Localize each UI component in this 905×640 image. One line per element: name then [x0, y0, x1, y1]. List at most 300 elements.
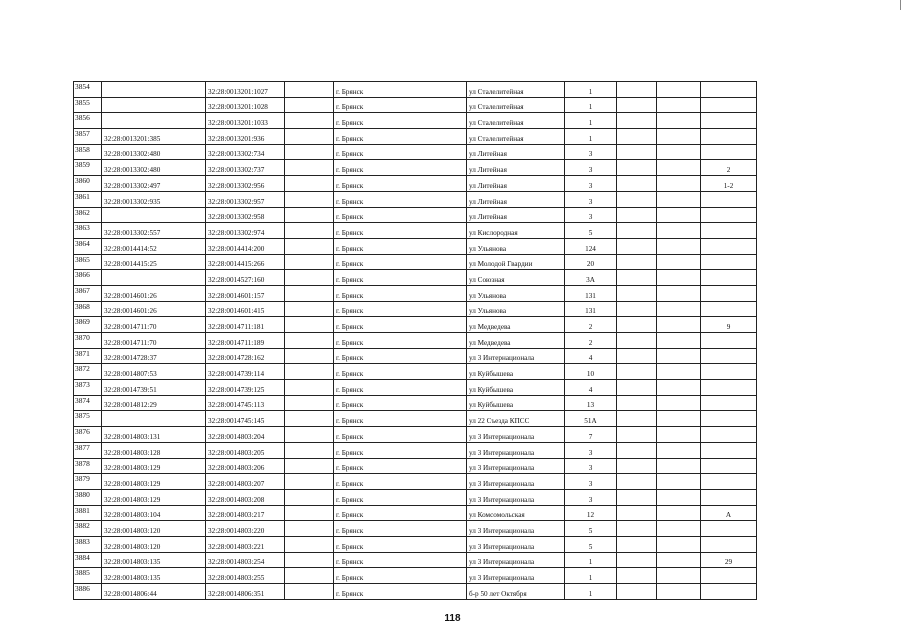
street-cell: ул Ульянова: [467, 238, 565, 254]
table-row: [74, 176, 757, 192]
apartment-number-cell: 9: [701, 317, 757, 333]
empty-cell-cell: [285, 144, 334, 160]
street-cell: ул 3 Интернационала: [467, 458, 565, 474]
old-cadastral-number-cell: 32:28:0014803:129: [102, 458, 206, 474]
table-row: [74, 333, 757, 349]
house-number-cell: 1: [565, 82, 617, 98]
empty-cell-cell: [617, 427, 657, 443]
city-cell: г. Брянск: [334, 380, 467, 396]
table-body: [74, 82, 757, 600]
city-cell: г. Брянск: [334, 317, 467, 333]
house-number-cell: 124: [565, 238, 617, 254]
street-cell: ул Медведева: [467, 317, 565, 333]
city-cell: г. Брянск: [334, 270, 467, 286]
empty-cell-cell: [285, 427, 334, 443]
empty-cell-cell: [657, 129, 701, 145]
empty-cell-cell: [657, 207, 701, 223]
empty-cell-cell: [617, 395, 657, 411]
table-row: [74, 489, 757, 505]
apartment-number-cell: [701, 364, 757, 380]
empty-cell-cell: [285, 270, 334, 286]
city-cell: г. Брянск: [334, 285, 467, 301]
apartment-number-cell: [701, 238, 757, 254]
row-number-cell: 3856: [74, 113, 102, 129]
empty-cell-cell: [285, 474, 334, 490]
old-cadastral-number-cell: 32:28:0014803:135: [102, 568, 206, 584]
new-cadastral-number-cell: 32:28:0014739:125: [206, 380, 285, 396]
city-cell: г. Брянск: [334, 82, 467, 98]
empty-cell-cell: [657, 113, 701, 129]
new-cadastral-number-cell: 32:28:0014803:220: [206, 521, 285, 537]
apartment-number-cell: [701, 129, 757, 145]
old-cadastral-number-cell: 32:28:0014415:25: [102, 254, 206, 270]
house-number-cell: 2: [565, 317, 617, 333]
empty-cell-cell: [657, 223, 701, 239]
old-cadastral-number-cell: 32:28:0014803:129: [102, 489, 206, 505]
house-number-cell: 1: [565, 97, 617, 113]
old-cadastral-number-cell: 32:28:0014601:26: [102, 301, 206, 317]
row-number-cell: 3883: [74, 536, 102, 552]
street-cell: ул Сталелитейная: [467, 129, 565, 145]
table-row: [74, 144, 757, 160]
street-cell: ул 22 Съезда КПСС: [467, 411, 565, 427]
property-register-table: [73, 81, 757, 600]
apartment-number-cell: [701, 333, 757, 349]
street-cell: ул Литейная: [467, 191, 565, 207]
street-cell: ул Литейная: [467, 144, 565, 160]
house-number-cell: 10: [565, 364, 617, 380]
empty-cell-cell: [657, 333, 701, 349]
empty-cell-cell: [617, 270, 657, 286]
city-cell: г. Брянск: [334, 176, 467, 192]
row-number-cell: 3859: [74, 160, 102, 176]
apartment-number-cell: [701, 584, 757, 600]
empty-cell-cell: [617, 380, 657, 396]
empty-cell-cell: [617, 474, 657, 490]
street-cell: ул Молодой Гвардии: [467, 254, 565, 270]
empty-cell-cell: [657, 317, 701, 333]
empty-cell-cell: [657, 270, 701, 286]
city-cell: г. Брянск: [334, 160, 467, 176]
new-cadastral-number-cell: 32:28:0014803:255: [206, 568, 285, 584]
house-number-cell: 20: [565, 254, 617, 270]
city-cell: г. Брянск: [334, 144, 467, 160]
street-cell: ул Куйбышева: [467, 364, 565, 380]
table-row: [74, 411, 757, 427]
old-cadastral-number-cell: [102, 270, 206, 286]
apartment-number-cell: [701, 97, 757, 113]
table-row: [74, 97, 757, 113]
apartment-number-cell: А: [701, 505, 757, 521]
empty-cell-cell: [285, 380, 334, 396]
old-cadastral-number-cell: 32:28:0013302:935: [102, 191, 206, 207]
new-cadastral-number-cell: 32:28:0014803:221: [206, 536, 285, 552]
apartment-number-cell: [701, 348, 757, 364]
house-number-cell: 3: [565, 474, 617, 490]
street-cell: ул Союзная: [467, 270, 565, 286]
empty-cell-cell: [657, 427, 701, 443]
empty-cell-cell: [657, 584, 701, 600]
house-number-cell: 1: [565, 129, 617, 145]
empty-cell-cell: [617, 489, 657, 505]
old-cadastral-number-cell: 32:28:0014803:128: [102, 442, 206, 458]
table-row: [74, 395, 757, 411]
apartment-number-cell: [701, 82, 757, 98]
new-cadastral-number-cell: 32:28:0014745:113: [206, 395, 285, 411]
new-cadastral-number-cell: 32:28:0014806:351: [206, 584, 285, 600]
empty-cell-cell: [657, 191, 701, 207]
new-cadastral-number-cell: 32:28:0013302:956: [206, 176, 285, 192]
empty-cell-cell: [285, 285, 334, 301]
empty-cell-cell: [617, 442, 657, 458]
empty-cell-cell: [285, 458, 334, 474]
scan-edge-mark: [900, 0, 901, 10]
apartment-number-cell: [701, 568, 757, 584]
empty-cell-cell: [657, 474, 701, 490]
house-number-cell: 3: [565, 207, 617, 223]
table-row: [74, 521, 757, 537]
old-cadastral-number-cell: 32:28:0013302:497: [102, 176, 206, 192]
empty-cell-cell: [285, 97, 334, 113]
table-row: [74, 207, 757, 223]
city-cell: г. Брянск: [334, 207, 467, 223]
house-number-cell: 12: [565, 505, 617, 521]
table-row: [74, 301, 757, 317]
empty-cell-cell: [285, 113, 334, 129]
old-cadastral-number-cell: 32:28:0013201:385: [102, 129, 206, 145]
house-number-cell: 1: [565, 568, 617, 584]
row-number-cell: 3857: [74, 129, 102, 145]
old-cadastral-number-cell: 32:28:0014807:53: [102, 364, 206, 380]
street-cell: ул Медведева: [467, 333, 565, 349]
row-number-cell: 3886: [74, 584, 102, 600]
empty-cell-cell: [617, 238, 657, 254]
city-cell: г. Брянск: [334, 568, 467, 584]
empty-cell-cell: [285, 223, 334, 239]
street-cell: ул Литейная: [467, 207, 565, 223]
new-cadastral-number-cell: 32:28:0014803:254: [206, 552, 285, 568]
street-cell: ул Куйбышева: [467, 380, 565, 396]
new-cadastral-number-cell: 32:28:0013201:936: [206, 129, 285, 145]
empty-cell-cell: [657, 380, 701, 396]
new-cadastral-number-cell: 32:28:0013302:737: [206, 160, 285, 176]
new-cadastral-number-cell: 32:28:0014803:206: [206, 458, 285, 474]
apartment-number-cell: [701, 254, 757, 270]
house-number-cell: 5: [565, 536, 617, 552]
apartment-number-cell: [701, 521, 757, 537]
row-number-cell: 3876: [74, 427, 102, 443]
new-cadastral-number-cell: 32:28:0013302:958: [206, 207, 285, 223]
apartment-number-cell: [701, 427, 757, 443]
city-cell: г. Брянск: [334, 348, 467, 364]
house-number-cell: 5: [565, 223, 617, 239]
table-row: [74, 191, 757, 207]
street-cell: ул 3 Интернационала: [467, 474, 565, 490]
house-number-cell: 3: [565, 191, 617, 207]
row-number-cell: 3865: [74, 254, 102, 270]
new-cadastral-number-cell: 32:28:0014711:189: [206, 333, 285, 349]
street-cell: ул Ульянова: [467, 285, 565, 301]
empty-cell-cell: [617, 97, 657, 113]
empty-cell-cell: [657, 458, 701, 474]
apartment-number-cell: [701, 223, 757, 239]
row-number-cell: 3858: [74, 144, 102, 160]
house-number-cell: 3: [565, 442, 617, 458]
apartment-number-cell: [701, 380, 757, 396]
house-number-cell: 3А: [565, 270, 617, 286]
row-number-cell: 3884: [74, 552, 102, 568]
table-row: [74, 474, 757, 490]
empty-cell-cell: [617, 458, 657, 474]
old-cadastral-number-cell: [102, 411, 206, 427]
street-cell: ул 3 Интернационала: [467, 536, 565, 552]
empty-cell-cell: [617, 348, 657, 364]
row-number-cell: 3862: [74, 207, 102, 223]
street-cell: ул Ульянова: [467, 301, 565, 317]
empty-cell-cell: [657, 489, 701, 505]
empty-cell-cell: [285, 552, 334, 568]
apartment-number-cell: [701, 411, 757, 427]
empty-cell-cell: [285, 82, 334, 98]
row-number-cell: 3860: [74, 176, 102, 192]
empty-cell-cell: [285, 584, 334, 600]
street-cell: ул Сталелитейная: [467, 82, 565, 98]
street-cell: ул Литейная: [467, 176, 565, 192]
row-number-cell: 3855: [74, 97, 102, 113]
table-row: [74, 348, 757, 364]
house-number-cell: 3: [565, 160, 617, 176]
new-cadastral-number-cell: 32:28:0014803:205: [206, 442, 285, 458]
city-cell: г. Брянск: [334, 584, 467, 600]
house-number-cell: 4: [565, 348, 617, 364]
table-row: [74, 442, 757, 458]
city-cell: г. Брянск: [334, 238, 467, 254]
city-cell: г. Брянск: [334, 254, 467, 270]
empty-cell-cell: [657, 144, 701, 160]
house-number-cell: 3: [565, 489, 617, 505]
table-row: [74, 505, 757, 521]
row-number-cell: 3866: [74, 270, 102, 286]
empty-cell-cell: [285, 536, 334, 552]
empty-cell-cell: [657, 536, 701, 552]
house-number-cell: 131: [565, 285, 617, 301]
table-row: [74, 113, 757, 129]
apartment-number-cell: [701, 489, 757, 505]
new-cadastral-number-cell: 32:28:0014803:207: [206, 474, 285, 490]
empty-cell-cell: [657, 285, 701, 301]
apartment-number-cell: 1-2: [701, 176, 757, 192]
empty-cell-cell: [617, 536, 657, 552]
table-row: [74, 285, 757, 301]
empty-cell-cell: [617, 191, 657, 207]
new-cadastral-number-cell: 32:28:0014601:157: [206, 285, 285, 301]
apartment-number-cell: [701, 458, 757, 474]
empty-cell-cell: [657, 176, 701, 192]
city-cell: г. Брянск: [334, 301, 467, 317]
empty-cell-cell: [617, 364, 657, 380]
empty-cell-cell: [657, 521, 701, 537]
house-number-cell: 1: [565, 584, 617, 600]
row-number-cell: 3872: [74, 364, 102, 380]
empty-cell-cell: [657, 442, 701, 458]
empty-cell-cell: [617, 584, 657, 600]
city-cell: г. Брянск: [334, 129, 467, 145]
table-row: [74, 380, 757, 396]
empty-cell-cell: [657, 552, 701, 568]
empty-cell-cell: [657, 505, 701, 521]
row-number-cell: 3869: [74, 317, 102, 333]
table-row: [74, 317, 757, 333]
city-cell: г. Брянск: [334, 521, 467, 537]
empty-cell-cell: [657, 254, 701, 270]
row-number-cell: 3861: [74, 191, 102, 207]
house-number-cell: 3: [565, 176, 617, 192]
empty-cell-cell: [617, 568, 657, 584]
old-cadastral-number-cell: 32:28:0014803:131: [102, 427, 206, 443]
old-cadastral-number-cell: 32:28:0014711:70: [102, 317, 206, 333]
row-number-cell: 3854: [74, 82, 102, 98]
street-cell: ул Кислородная: [467, 223, 565, 239]
empty-cell-cell: [285, 129, 334, 145]
street-cell: б-р 50 лет Октября: [467, 584, 565, 600]
old-cadastral-number-cell: 32:28:0014803:120: [102, 536, 206, 552]
empty-cell-cell: [617, 552, 657, 568]
new-cadastral-number-cell: 32:28:0013201:1028: [206, 97, 285, 113]
empty-cell-cell: [285, 568, 334, 584]
new-cadastral-number-cell: 32:28:0013302:957: [206, 191, 285, 207]
city-cell: г. Брянск: [334, 223, 467, 239]
city-cell: г. Брянск: [334, 427, 467, 443]
empty-cell-cell: [617, 333, 657, 349]
row-number-cell: 3863: [74, 223, 102, 239]
empty-cell-cell: [657, 411, 701, 427]
table-row: [74, 223, 757, 239]
new-cadastral-number-cell: 32:28:0014739:114: [206, 364, 285, 380]
row-number-cell: 3878: [74, 458, 102, 474]
apartment-number-cell: [701, 285, 757, 301]
house-number-cell: 7: [565, 427, 617, 443]
table-row: [74, 82, 757, 98]
row-number-cell: 3879: [74, 474, 102, 490]
street-cell: ул Литейная: [467, 160, 565, 176]
empty-cell-cell: [617, 113, 657, 129]
empty-cell-cell: [285, 333, 334, 349]
table-row: [74, 270, 757, 286]
row-number-cell: 3874: [74, 395, 102, 411]
old-cadastral-number-cell: 32:28:0014803:135: [102, 552, 206, 568]
row-number-cell: 3880: [74, 489, 102, 505]
apartment-number-cell: [701, 536, 757, 552]
new-cadastral-number-cell: 32:28:0014414:200: [206, 238, 285, 254]
empty-cell-cell: [657, 364, 701, 380]
new-cadastral-number-cell: 32:28:0013201:1033: [206, 113, 285, 129]
table-row: [74, 552, 757, 568]
new-cadastral-number-cell: 32:28:0014728:162: [206, 348, 285, 364]
empty-cell-cell: [617, 129, 657, 145]
old-cadastral-number-cell: 32:28:0014414:52: [102, 238, 206, 254]
table-row: [74, 238, 757, 254]
old-cadastral-number-cell: 32:28:0014601:26: [102, 285, 206, 301]
apartment-number-cell: [701, 207, 757, 223]
house-number-cell: 131: [565, 301, 617, 317]
apartment-number-cell: [701, 113, 757, 129]
new-cadastral-number-cell: 32:28:0014803:217: [206, 505, 285, 521]
street-cell: ул Куйбышева: [467, 395, 565, 411]
empty-cell-cell: [617, 223, 657, 239]
empty-cell-cell: [657, 238, 701, 254]
empty-cell-cell: [657, 395, 701, 411]
street-cell: ул Сталелитейная: [467, 113, 565, 129]
city-cell: г. Брянск: [334, 333, 467, 349]
old-cadastral-number-cell: [102, 97, 206, 113]
table-row: [74, 160, 757, 176]
street-cell: ул Сталелитейная: [467, 97, 565, 113]
empty-cell-cell: [617, 285, 657, 301]
table-row: [74, 536, 757, 552]
house-number-cell: 1: [565, 552, 617, 568]
empty-cell-cell: [285, 160, 334, 176]
old-cadastral-number-cell: 32:28:0014806:44: [102, 584, 206, 600]
table-row: [74, 568, 757, 584]
city-cell: г. Брянск: [334, 552, 467, 568]
new-cadastral-number-cell: 32:28:0014803:204: [206, 427, 285, 443]
empty-cell-cell: [285, 521, 334, 537]
empty-cell-cell: [285, 191, 334, 207]
row-number-cell: 3870: [74, 333, 102, 349]
city-cell: г. Брянск: [334, 113, 467, 129]
empty-cell-cell: [285, 254, 334, 270]
empty-cell-cell: [617, 144, 657, 160]
city-cell: г. Брянск: [334, 364, 467, 380]
row-number-cell: 3871: [74, 348, 102, 364]
row-number-cell: 3881: [74, 505, 102, 521]
empty-cell-cell: [617, 207, 657, 223]
new-cadastral-number-cell: 32:28:0013201:1027: [206, 82, 285, 98]
empty-cell-cell: [285, 238, 334, 254]
empty-cell-cell: [617, 411, 657, 427]
old-cadastral-number-cell: 32:28:0014803:104: [102, 505, 206, 521]
street-cell: ул 3 Интернационала: [467, 552, 565, 568]
city-cell: г. Брянск: [334, 474, 467, 490]
new-cadastral-number-cell: 32:28:0014527:160: [206, 270, 285, 286]
empty-cell-cell: [285, 442, 334, 458]
city-cell: г. Брянск: [334, 489, 467, 505]
empty-cell-cell: [285, 207, 334, 223]
city-cell: г. Брянск: [334, 536, 467, 552]
apartment-number-cell: 29: [701, 552, 757, 568]
table-row: [74, 584, 757, 600]
old-cadastral-number-cell: 32:28:0014739:51: [102, 380, 206, 396]
page-number: 118: [444, 613, 461, 624]
house-number-cell: 4: [565, 380, 617, 396]
old-cadastral-number-cell: [102, 207, 206, 223]
street-cell: ул 3 Интернационала: [467, 427, 565, 443]
street-cell: ул Комсомольская: [467, 505, 565, 521]
empty-cell-cell: [285, 489, 334, 505]
old-cadastral-number-cell: 32:28:0014803:129: [102, 474, 206, 490]
street-cell: ул 3 Интернационала: [467, 489, 565, 505]
row-number-cell: 3867: [74, 285, 102, 301]
old-cadastral-number-cell: [102, 113, 206, 129]
table-row: [74, 427, 757, 443]
empty-cell-cell: [617, 82, 657, 98]
empty-cell-cell: [285, 176, 334, 192]
house-number-cell: 13: [565, 395, 617, 411]
house-number-cell: 3: [565, 458, 617, 474]
empty-cell-cell: [617, 160, 657, 176]
empty-cell-cell: [617, 521, 657, 537]
old-cadastral-number-cell: 32:28:0014812:29: [102, 395, 206, 411]
